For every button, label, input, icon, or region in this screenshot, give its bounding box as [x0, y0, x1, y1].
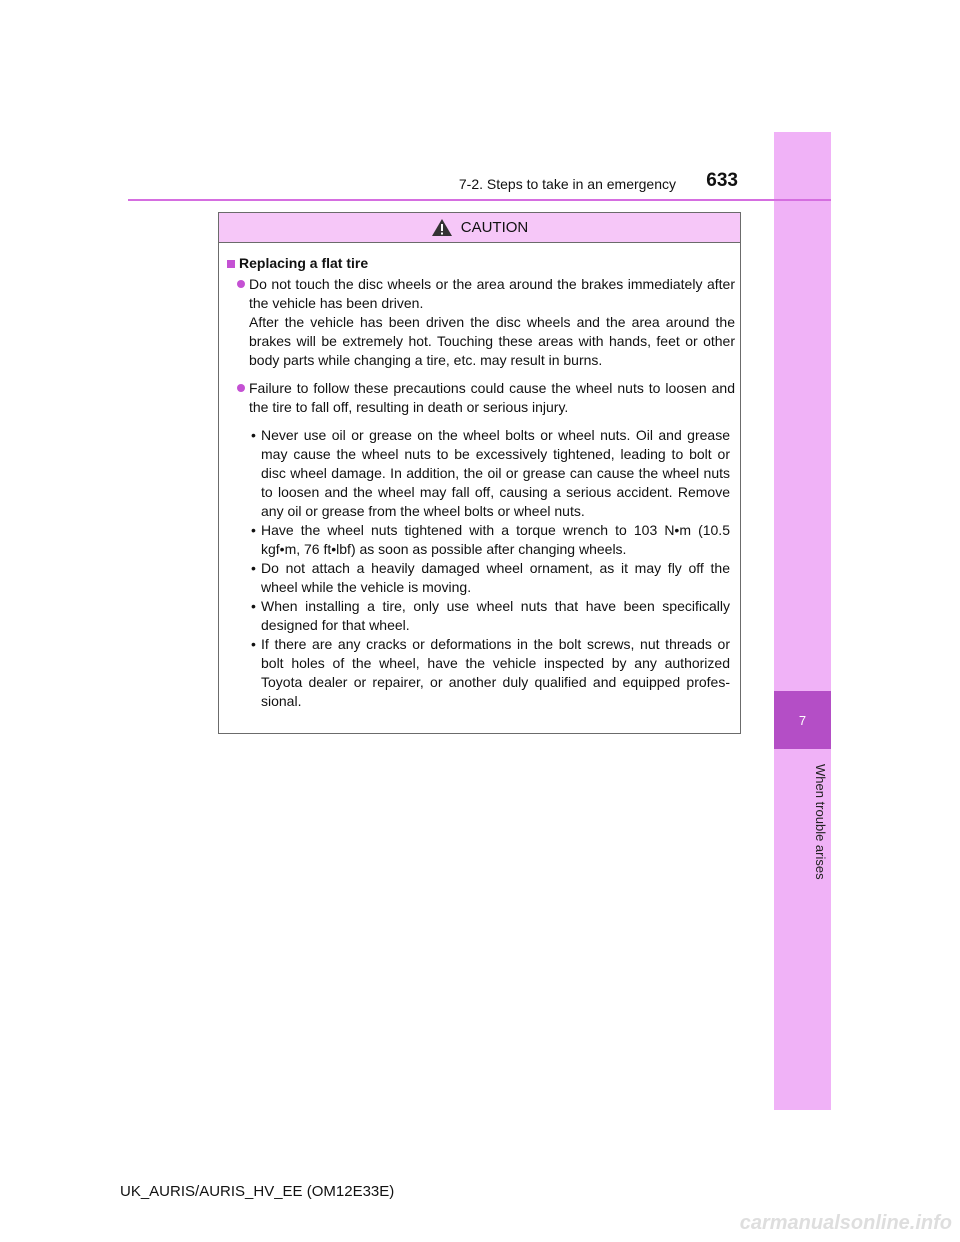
sub-item-text: Do not attach a heavily damaged wheel ornament, as it may fly off the wheel while the vehicle is moving.: [261, 560, 730, 595]
square-bullet-icon: [227, 260, 235, 268]
sub-item-text: If there are any cracks or deformations in the bolt screws, nut threads or bolt holes of the wheel, have the vehicle inspected by any authorized Toyota dealer or repairer, or another duly qualified and equipped profes- sional.: [261, 636, 730, 709]
caution-header: [219, 213, 740, 243]
section-heading: [227, 254, 735, 273]
chapter-number: 7: [798, 712, 807, 728]
sub-item-text: Never use oil or grease on the wheel bolts or wheel nuts. Oil and grease may cause the wheel nuts to be excessively tightened, leading to bolt or disc wheel damage. In addition, the oil or grease can cause the wheel nuts to loosen and the wheel may fall off, causing a serious accident. Remove any oil or grease from the wheel bolts or wheel nuts.: [261, 427, 730, 519]
round-bullet-icon: [237, 280, 245, 288]
chapter-title: When trouble arises: [813, 764, 828, 880]
caution-body: [219, 243, 740, 711]
sub-item: • Do not attach a heavily damaged wheel ornament, as it may fly off the wheel while the vehicle is moving.: [251, 560, 730, 595]
sub-item: • Never use oil or grease on the wheel bolts or wheel nuts. Oil and grease may cause the wheel nuts to be excessively tightened, leading to bolt or disc wheel damage. In addition, the oil or grease can cause the wheel nuts to loosen and the wheel may fall off, causing a serious accident. Remove any oil or grease from the wheel bolts or wheel nuts.: [251, 427, 730, 519]
sub-item-text: Have the wheel nuts tightened with a torque wrench to 103 N•m (10.5 kgf•m, 76 ft•lbf) as soon as possible after changing wheels.: [261, 522, 730, 557]
page-number: 633: [706, 170, 738, 191]
caution-paragraph: After the vehicle has been driven the disc wheels and the area around the brakes will be extremely hot. Touching these areas with hands, feet or other body parts while changing a tire, etc. may result in burns.: [249, 314, 735, 368]
header-divider: [128, 199, 831, 201]
footer-model-code: UK_AURIS/AURIS_HV_EE (OM12E33E): [120, 1183, 395, 1200]
round-bullet-icon: [237, 384, 245, 392]
sub-item: • If there are any cracks or deformations in the bolt screws, nut threads or bolt holes of the wheel, have the vehicle inspected by any authorized Toyota dealer or repairer, or another duly qualified and equipped profes- sional.: [251, 636, 730, 709]
caution-box: [218, 212, 741, 734]
watermark: carmanualsonline.info: [739, 1212, 952, 1234]
sub-item: • Have the wheel nuts tightened with a torque wrench to 103 N•m (10.5 kgf•m, 76 ft•lbf) as soon as possible after changing wheels.: [251, 522, 730, 557]
section-heading-text: Replacing a flat tire: [239, 255, 369, 271]
section-title: 7-2. Steps to take in an emergency: [458, 176, 676, 192]
caution-paragraph: Do not touch the disc wheels or the area around the brakes immediately after the vehicle has been driven.: [249, 276, 735, 311]
chapter-number-badge: [774, 691, 831, 749]
sub-item-text: When installing a tire, only use wheel nuts that have been specifically designed for that wheel.: [261, 598, 730, 633]
warning-triangle-icon: [431, 218, 453, 237]
caution-title: CAUTION: [460, 219, 529, 236]
sub-item: • When installing a tire, only use wheel nuts that have been specifically designed for that wheel.: [251, 598, 730, 633]
caution-paragraph: Failure to follow these precautions could cause the wheel nuts to loosen and the tire to fall off, resulting in death or serious injury.: [249, 380, 735, 415]
caution-item: [227, 379, 735, 417]
sub-item-list: [227, 426, 735, 711]
chapter-side-tab: [774, 132, 831, 1110]
caution-item: [227, 275, 735, 370]
